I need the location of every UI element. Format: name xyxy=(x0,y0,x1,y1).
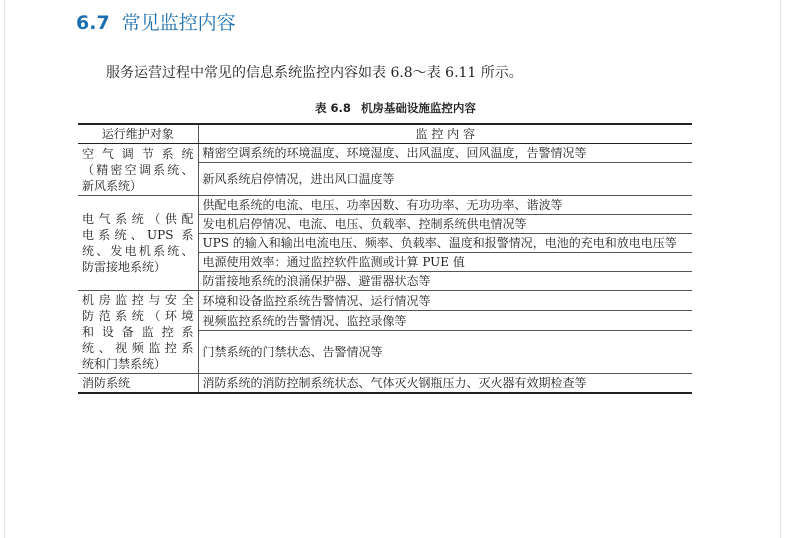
content-cell: 精密空调系统的环境温度、环境湿度、出风温度、回风温度，告警情况等 xyxy=(198,144,692,163)
object-line: 消防系统 xyxy=(82,376,131,390)
monitoring-table xyxy=(78,123,692,394)
content-cell: 消防系统的消防控制系统状态、气体灭火钢瓶压力、灭火器有效期检查等 xyxy=(198,374,692,394)
content-cell: 门禁系统的门禁状态、告警情况等 xyxy=(198,331,692,374)
object-line: 统、视频监控系 xyxy=(82,341,194,355)
content-cell: UPS 的输入和输出电流电压、频率、负载率、温度和报警情况，电池的充电和放电电压等 xyxy=(198,234,692,253)
object-line: 防范系统（环境 xyxy=(82,309,194,323)
table-row xyxy=(78,144,692,163)
header-object: 运行维护对象 xyxy=(78,124,198,144)
table-row xyxy=(78,291,692,311)
object-cell-fire xyxy=(78,374,198,394)
object-line: 空 气 调 节 系 统 xyxy=(82,146,194,161)
content-cell: 发电机启停情况、电流、电压、负载率、控制系统供电情况等 xyxy=(198,215,692,234)
table-caption xyxy=(0,100,791,116)
table-caption-number: 表 6.8 xyxy=(315,101,351,115)
object-line: 电气系统（供配 xyxy=(82,212,194,226)
page-edge-right xyxy=(780,0,781,538)
content-cell: 新风系统启停情况，进出风口温度等 xyxy=(198,163,692,196)
table-row xyxy=(78,196,692,215)
object-line: 防雷接地系统） xyxy=(82,260,167,274)
section-title: 常见监控内容 xyxy=(121,12,236,34)
content-cell: 供配电系统的电流、电压、功率因数、有功功率、无功功率、谐波等 xyxy=(198,196,692,215)
section-number: 6.7 xyxy=(76,12,110,34)
table-row xyxy=(78,374,692,394)
header-content: 监 控 内 容 xyxy=(198,124,692,144)
object-line: 统和门禁系统） xyxy=(82,357,167,371)
content-cell: 电源使用效率：通过监控软件监测或计算 PUE 值 xyxy=(198,253,692,272)
object-line: 统、发电机系统、 xyxy=(82,244,194,258)
table-caption-title: 机房基础设施监控内容 xyxy=(360,101,476,115)
intro-paragraph: 服务运营过程中常见的信息系统监控内容如表 6.8～表 6.11 所示。 xyxy=(106,65,523,81)
object-cell-security xyxy=(78,291,198,374)
page-edge-left xyxy=(4,0,5,538)
object-cell-electrical xyxy=(78,196,198,291)
section-heading xyxy=(76,8,236,35)
object-line: 和 设 备 监 控 系 xyxy=(82,325,194,339)
content-cell: 视频监控系统的告警情况、监控录像等 xyxy=(198,311,692,331)
object-cell-air-conditioning xyxy=(78,144,198,196)
object-line: 电系统、UPS 系 xyxy=(82,228,194,242)
content-cell: 环境和设备监控系统告警情况、运行情况等 xyxy=(198,291,692,311)
content-cell: 防雷接地系统的浪涌保护器、避雷器状态等 xyxy=(198,272,692,291)
table-header-row xyxy=(78,124,692,144)
object-line: 机房监控与安全 xyxy=(82,293,194,307)
object-line: 新风系统） xyxy=(82,178,143,193)
object-line: （精密空调系统、 xyxy=(82,162,194,177)
